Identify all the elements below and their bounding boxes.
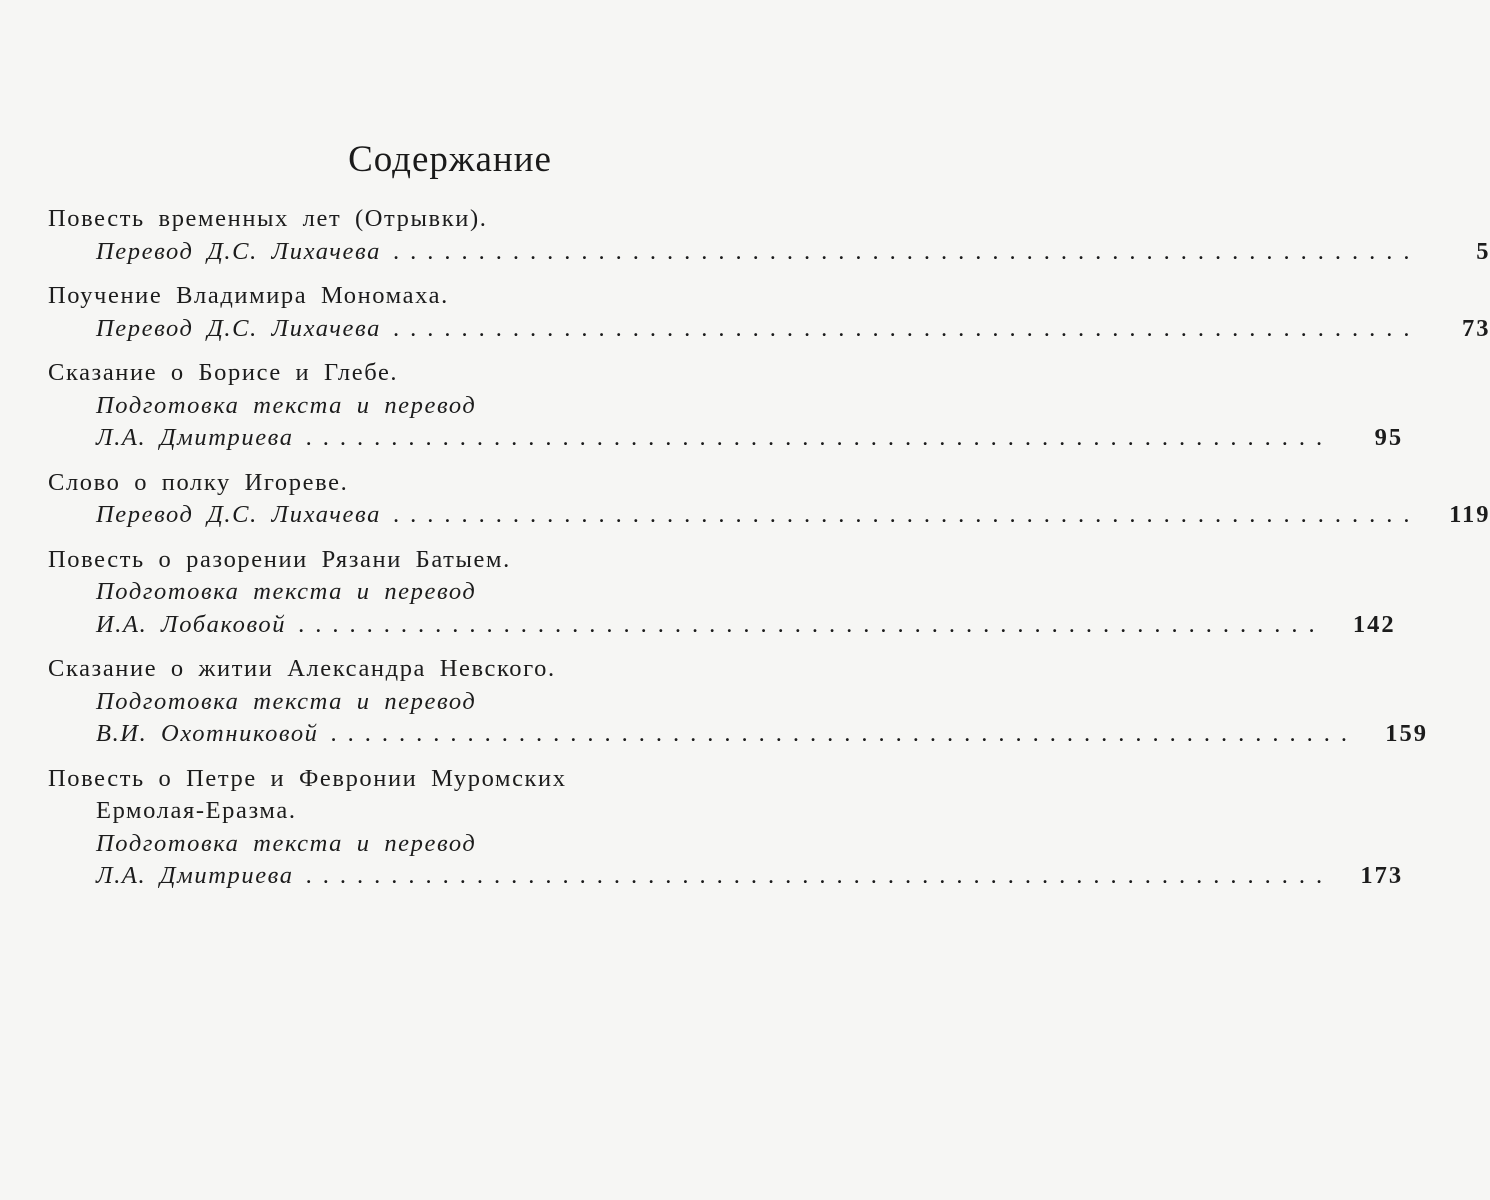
page-number: 159 (1385, 720, 1429, 747)
dot-leader: ............................................................ (330, 720, 1359, 747)
toc-entry (48, 544, 1396, 642)
page-number: 73 (1461, 314, 1490, 342)
page-number: 95 (1374, 424, 1404, 451)
toc-entry (48, 357, 1404, 455)
toc-entry-credit: Л.А. Дмитриева (96, 424, 294, 451)
toc-entry-credit-row (48, 609, 1396, 642)
dot-leader: ............................................................ (305, 424, 1334, 451)
toc-entry-credit: Подготовка текста и перевод (96, 829, 477, 857)
page-number: 119 (1449, 501, 1490, 528)
toc-entry (48, 280, 1490, 345)
toc-entry-credit: Подготовка текста и перевод (96, 687, 477, 715)
toc-entry-title: Ермолая-Еразма. (96, 797, 297, 824)
dot-leader: ............................................................ (392, 237, 1421, 265)
dot-leader: ............................................................ (392, 501, 1421, 528)
toc-entry-credit-row (48, 422, 1404, 455)
toc-entry-title: Повесть временных лет (Отрывки). (48, 205, 488, 232)
toc-entry-credit-row (48, 860, 1404, 893)
toc-entry-title: Поучение Владимира Мономаха. (48, 282, 449, 309)
toc-entry-credit: Подготовка текста и перевод (96, 391, 477, 419)
toc-entry-credit-row (48, 718, 1429, 751)
toc-entry-title: Повесть о Петре и Февронии Муромских (48, 764, 567, 792)
toc-entry-credit-row (48, 236, 1490, 269)
page-number: 5 (1476, 237, 1490, 265)
page-number: 142 (1352, 610, 1396, 638)
toc-entry-title: Слово о полку Игореве. (48, 468, 349, 496)
toc-entry-credit: Подготовка текста и перевод (96, 578, 477, 605)
toc-entry-credit: Перевод Д.С. Лихачева (96, 501, 381, 528)
dot-leader: ............................................................ (298, 610, 1326, 638)
toc-entry (48, 203, 1490, 268)
toc-entry-credit-row (48, 499, 1490, 532)
page-number: 173 (1360, 862, 1404, 889)
toc-entry (48, 763, 1404, 893)
toc-entry-credit: Л.А. Дмитриева (96, 862, 294, 889)
table-of-contents (48, 203, 1490, 905)
toc-entry (48, 467, 1490, 532)
page-title: Содержание (348, 139, 552, 180)
toc-entry-credit: Перевод Д.С. Лихачева (96, 237, 381, 265)
toc-entry-title: Повесть о разорении Рязани Батыем. (48, 545, 511, 573)
toc-entry-credit-row (48, 313, 1490, 346)
toc-entry-credit: И.А. Лобаковой (96, 610, 287, 638)
toc-entry-title: Сказание о Борисе и Глебе. (48, 359, 399, 386)
toc-entry-credit: В.И. Охотниковой (96, 720, 319, 747)
dot-leader: ............................................................ (392, 314, 1421, 342)
toc-entry-credit: Перевод Д.С. Лихачева (96, 314, 381, 342)
dot-leader: ............................................................ (305, 862, 1334, 889)
toc-entry (48, 653, 1429, 751)
toc-entry-title: Сказание о житии Александра Невского. (48, 655, 556, 682)
